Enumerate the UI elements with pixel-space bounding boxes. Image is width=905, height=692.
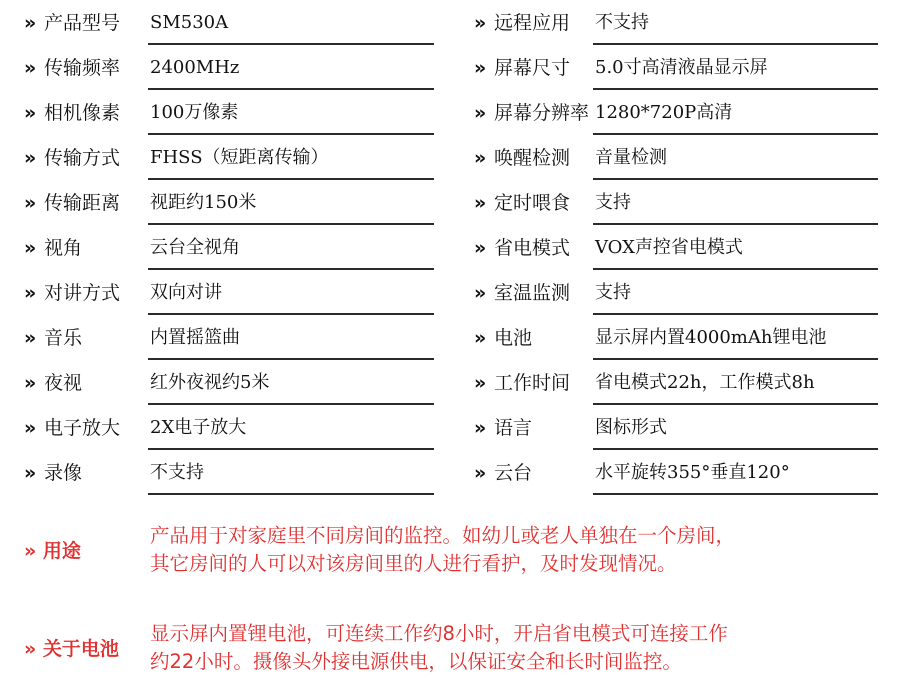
bullet-icon: »	[24, 237, 37, 259]
spec-label: 室温监测	[494, 282, 571, 304]
battery-text	[150, 620, 870, 676]
spec-value: 云台全视角	[150, 237, 240, 258]
battery-note	[0, 618, 905, 682]
spec-value: 显示屏内置4000mAh锂电池	[595, 327, 827, 348]
spec-label: 省电模式	[494, 237, 571, 259]
bullet-icon: »	[474, 57, 487, 79]
bullet-icon: »	[474, 12, 487, 34]
spec-value: 2400MHz	[150, 57, 240, 78]
spec-row	[474, 405, 879, 450]
spec-label: 远程应用	[494, 12, 571, 34]
spec-row	[474, 450, 879, 495]
bullet-icon: »	[24, 282, 37, 304]
bullet-icon: »	[474, 372, 487, 394]
spec-value: 音量检测	[595, 147, 667, 168]
spec-row	[24, 270, 434, 315]
spec-label: 视角	[44, 237, 83, 259]
spec-label: 音乐	[44, 327, 83, 349]
spec-row	[474, 315, 879, 360]
spec-value: 100万像素	[150, 102, 239, 123]
spec-value: FHSS（短距离传输）	[150, 147, 329, 168]
bullet-icon: »	[24, 57, 37, 79]
divider	[593, 493, 878, 495]
spec-label: 对讲方式	[44, 282, 121, 304]
spec-label: 传输频率	[44, 57, 121, 79]
spec-row	[474, 45, 879, 90]
spec-row	[24, 450, 434, 495]
spec-value: 红外夜视约5米	[150, 372, 270, 393]
spec-row	[24, 45, 434, 90]
spec-label: 云台	[494, 462, 533, 484]
spec-value: 省电模式22h，工作模式8h	[595, 372, 815, 393]
spec-label: 传输距离	[44, 192, 121, 214]
spec-label: 传输方式	[44, 147, 121, 169]
bullet-icon: »	[24, 192, 37, 214]
bullet-icon: »	[474, 147, 487, 169]
usage-title: » 用途	[24, 540, 81, 562]
spec-value: 图标形式	[595, 417, 667, 438]
spec-row	[24, 135, 434, 180]
spec-value: 支持	[595, 282, 631, 303]
battery-title: » 关于电池	[24, 638, 119, 660]
spec-value: VOX声控省电模式	[595, 237, 743, 258]
bullet-icon: »	[474, 192, 487, 214]
spec-label: 相机像素	[44, 102, 121, 124]
bullet-icon: »	[474, 282, 487, 304]
spec-row	[474, 90, 879, 135]
bullet-icon: »	[24, 327, 37, 349]
spec-label: 电池	[494, 327, 533, 349]
spec-label: 录像	[44, 462, 83, 484]
spec-row	[474, 180, 879, 225]
battery-line: 约22小时。摄像头外接电源供电，以保证安全和长时间监控。	[150, 650, 682, 673]
battery-line: 显示屏内置锂电池，可连续工作约8小时，开启省电模式可连接工作	[150, 622, 728, 645]
spec-value: 不支持	[595, 12, 649, 33]
spec-row	[474, 225, 879, 270]
spec-value: 1280*720P高清	[595, 102, 733, 123]
usage-line: 其它房间的人可以对该房间里的人进行看护，及时发现情况。	[150, 552, 677, 575]
bullet-icon: »	[24, 372, 37, 394]
spec-value: 视距约150米	[150, 192, 257, 213]
spec-value: 支持	[595, 192, 631, 213]
spec-value: 5.0寸高清液晶显示屏	[595, 57, 768, 78]
spec-row	[474, 270, 879, 315]
bullet-icon: »	[24, 417, 37, 439]
spec-value: SM530A	[150, 12, 229, 33]
spec-row	[24, 90, 434, 135]
bullet-icon: »	[24, 12, 37, 34]
bullet-icon: »	[24, 147, 37, 169]
spec-row	[24, 315, 434, 360]
spec-row	[474, 360, 879, 405]
spec-row	[24, 360, 434, 405]
spec-value: 内置摇篮曲	[150, 327, 240, 348]
spec-label: 电子放大	[44, 417, 121, 439]
spec-label: 唤醒检测	[494, 147, 571, 169]
bullet-icon: »	[474, 417, 487, 439]
bullet-icon: »	[474, 102, 487, 124]
spec-value: 双向对讲	[150, 282, 222, 303]
spec-label: 夜视	[44, 372, 83, 394]
spec-label: 屏幕分辨率	[494, 102, 590, 124]
spec-row	[474, 0, 879, 45]
spec-value: 不支持	[150, 462, 204, 483]
spec-row	[24, 405, 434, 450]
spec-row	[24, 225, 434, 270]
spec-label: 工作时间	[494, 372, 571, 394]
spec-label: 语言	[494, 417, 533, 439]
spec-value: 水平旋转355°垂直120°	[595, 462, 790, 483]
usage-text	[150, 522, 870, 578]
bullet-icon: »	[24, 462, 37, 484]
bullet-icon: »	[474, 462, 487, 484]
bullet-icon: »	[24, 102, 37, 124]
spec-label: 产品型号	[44, 12, 121, 34]
spec-label: 定时喂食	[494, 192, 571, 214]
divider	[148, 493, 434, 495]
spec-value: 2X电子放大	[150, 417, 247, 438]
usage-note	[0, 520, 905, 580]
usage-line: 产品用于对家庭里不同房间的监控。如幼儿或老人单独在一个房间，	[150, 524, 736, 547]
spec-row	[24, 180, 434, 225]
spec-row	[474, 135, 879, 180]
bullet-icon: »	[474, 327, 487, 349]
spec-row	[24, 0, 434, 45]
spec-label: 屏幕尺寸	[494, 57, 571, 79]
bullet-icon: »	[474, 237, 487, 259]
